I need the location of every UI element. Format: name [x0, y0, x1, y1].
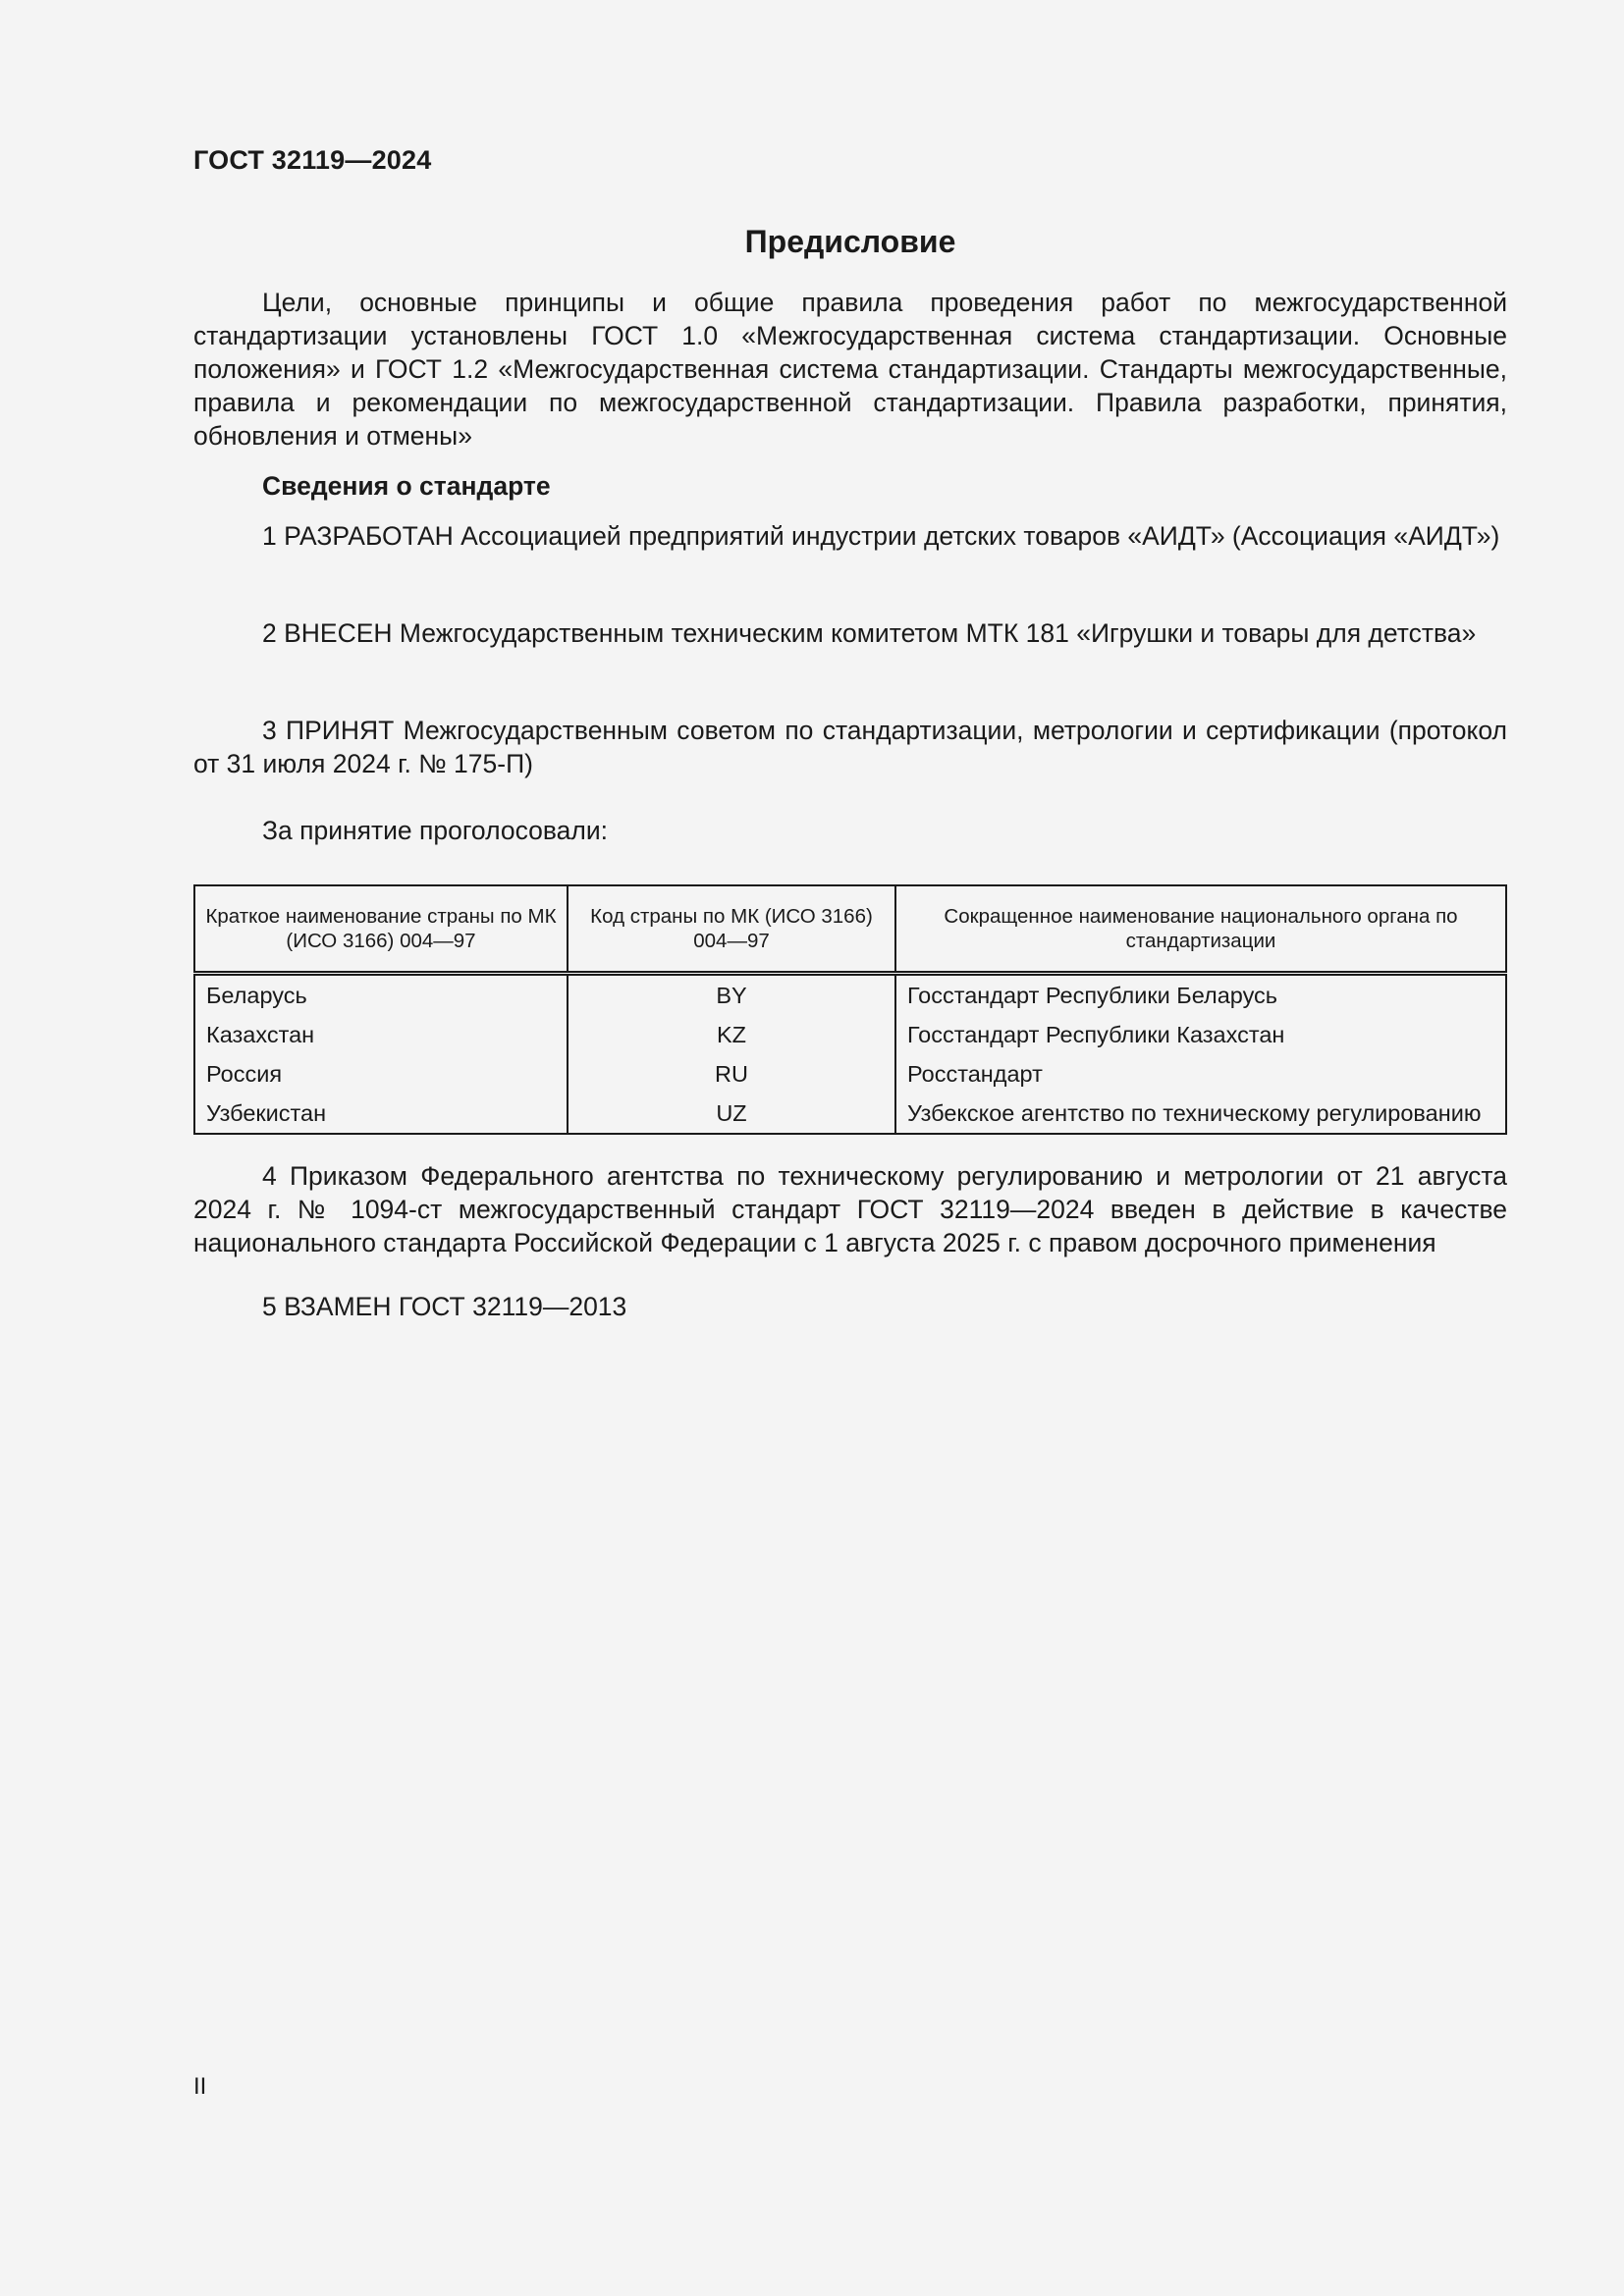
- country-code-cell: RU: [568, 1054, 895, 1094]
- document-id: ГОСТ 32119—2024: [193, 145, 432, 175]
- table-row: [194, 974, 1506, 1016]
- country-name-cell: Россия: [206, 1061, 283, 1087]
- table-row: [194, 1054, 1506, 1094]
- country-code-cell: BY: [568, 974, 895, 1016]
- item-4-enactment: 4 Приказом Федерального агентства по техническому регулированию и метрологии от 21 августа 2024 г. № 1094-ст межгосударственный стандарт ГОСТ 32119—2024 введен в действие в качестве национального стандарта Российской Федерации с 1 августа 2025 г. с правом досрочного применения: [193, 1161, 1507, 1257]
- item-1-developed: 1 РАЗРАБОТАН Ассоциацией предприятий индустрии детских товаров «АИДТ» (Ассоциация «АИДТ»): [262, 521, 1500, 551]
- page-number: II: [193, 2073, 207, 2100]
- preface-title: Предисловие: [744, 224, 956, 259]
- country-name-cell: Казахстан: [206, 1022, 315, 1047]
- voting-intro: За принятие проголосовали:: [262, 816, 609, 845]
- header-country-code: Код страны по МК (ИСО 3166) 004—97: [568, 885, 895, 974]
- item-2-submitted: 2 ВНЕСЕН Межгосударственным техническим комитетом МТК 181 «Игрушки и товары для детства»: [262, 618, 1477, 648]
- standard-info-heading: Сведения о стандарте: [262, 471, 551, 501]
- header-standards-body: Сокращенное наименование национального органа по стандартизации: [895, 885, 1506, 974]
- table-row: [194, 1015, 1506, 1054]
- voting-table: [193, 884, 1507, 1135]
- item-3-adopted: 3 ПРИНЯТ Межгосударственным советом по стандартизации, метрологии и сертификации (протокол от 31 июля 2024 г. № 175-П): [193, 716, 1507, 778]
- preface-intro-paragraph: Цели, основные принципы и общие правила проведения работ по межгосударственной стандартизации установлены ГОСТ 1.0 «Межгосударственная система стандартизации. Основные положения» и ГОСТ 1.2 «Межгосударственная система стандартизации. Стандарты межгосударственные, правила и рекомендации по межгосударственной стандартизации. Правила разработки, принятия, обновления и отмены»: [193, 288, 1507, 451]
- standards-body-cell: Госстандарт Республики Казахстан: [895, 1015, 1506, 1054]
- country-name-cell: Беларусь: [206, 983, 307, 1008]
- country-name-cell: Узбекистан: [206, 1100, 327, 1126]
- table-header-row: [194, 885, 1506, 974]
- standards-body-cell: Росстандарт: [895, 1054, 1506, 1094]
- header-country-name: Краткое наименование страны по МК (ИСО 3166) 004—97: [194, 885, 568, 974]
- item-5-replaces: 5 ВЗАМЕН ГОСТ 32119—2013: [262, 1292, 627, 1321]
- standards-body-cell: Госстандарт Республики Беларусь: [895, 974, 1506, 1016]
- table-row: [194, 1094, 1506, 1134]
- standards-body-cell: Узбекское агентство по техническому регулированию: [895, 1094, 1506, 1134]
- country-code-cell: UZ: [568, 1094, 895, 1134]
- country-code-cell: KZ: [568, 1015, 895, 1054]
